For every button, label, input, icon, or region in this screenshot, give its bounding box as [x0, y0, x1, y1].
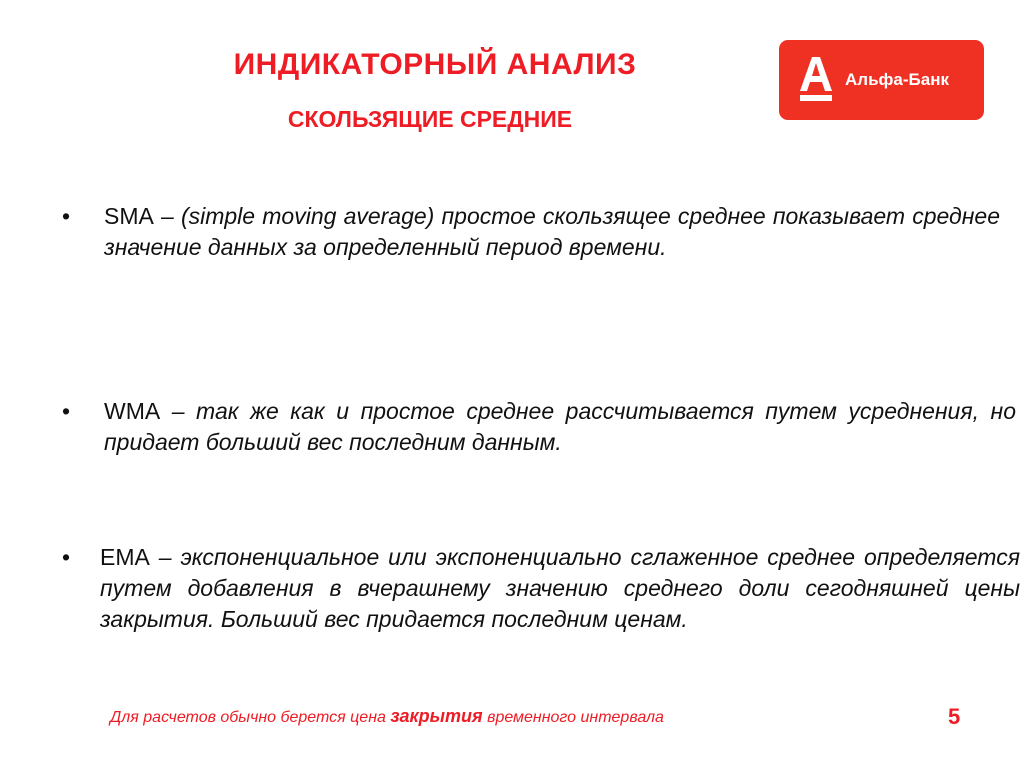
footer-text-after: временного интервала	[482, 709, 664, 726]
alfa-letter-a-icon	[799, 55, 833, 105]
bullet-text	[104, 396, 1016, 458]
bullet-text	[104, 201, 1000, 263]
bullet-description: – экспоненциальное или экспоненциально сглаженное среднее определяется путем добавления в вчерашнему значению среднего доли сегодняшней цены закрытия. Больший вес придается последним ценам.	[100, 544, 1020, 632]
bullet-abbr: SMA	[104, 203, 154, 229]
bullet-description: – так же как и простое среднее рассчитывается путем усреднения, но придает больший вес последним данным.	[104, 398, 1016, 455]
bullet-text	[100, 542, 1020, 635]
bullet-icon: •	[62, 544, 71, 570]
bullet-abbr: EMA	[100, 544, 150, 570]
slide-subtitle: СКОЛЬЗЯЩИЕ СРЕДНИЕ	[287, 106, 573, 132]
logo-text: Альфа-Банк	[845, 70, 949, 89]
bullet-description: – (simple moving average) простое скользящее среднее показывает среднее значение данных за определенный период времени.	[104, 203, 1000, 260]
alfa-bank-logo	[779, 40, 984, 120]
footer-emphasis: закрытия	[390, 706, 483, 726]
bullet-icon: •	[62, 398, 71, 424]
footer-note	[110, 706, 664, 727]
footer-text-before: Для расчетов обычно берется цена	[110, 709, 391, 726]
page-number: 5	[948, 704, 961, 729]
bullet-abbr: WMA	[104, 398, 161, 424]
bullet-icon: •	[62, 203, 71, 229]
slide-title: ИНДИКАТОРНЫЙ АНАЛИЗ	[233, 48, 637, 81]
